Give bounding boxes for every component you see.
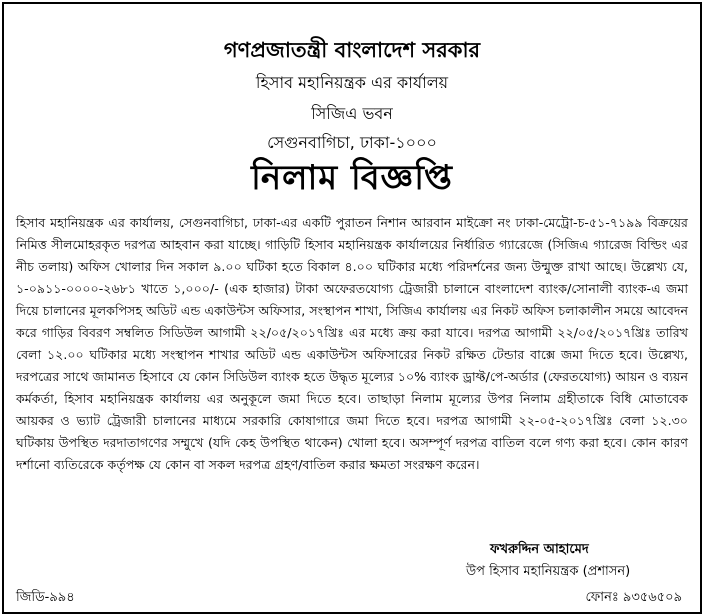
office-address: সেগুনবাগিচা, ঢাকা-১০০০ [267, 133, 437, 152]
signatory-designation: উপ হিসাব মহানিয়ন্ত্রক (প্রশাসন) [466, 564, 631, 579]
auction-notice [2, 2, 702, 614]
signatory-name: ফখরুদ্দিন আহামেদ [490, 542, 589, 557]
notice-body: হিসাব মহানিয়ন্ত্রক এর কার্যালয়, সেগুনবাগিচা, ঢাকা-এর একটি পুরাতন নিশান আরবান মাইক্রো নং ঢাকা-মেট্রো-চ-৫১-৭১৯৯ বিক্রয়ের নিমিত্ত সীলমোহরকৃত দরপত্র আহবান করা যাচ্ছে। গাড়িটি হিসাব মহানিয়ন্ত্রক কার্যালয়ের নির্ধারিত গ্যারেজে (সিজিএ গ্যারেজ বিল্ডিং এর নীচ তলায়) অফিস খোলার দিন সকাল ৯.০০ ঘটিকা হতে বিকাল ৪.০০ ঘটিকার মধ্যে পরিদর্শনের জন্য উন্মুক্ত রাখা আছে। উল্লেখ্য যে, ১-০৯১১-০০০০-২৬৮১ খাতে ১,০০০/- (এক হাজার) টাকা অফেরতযোগ্য ট্রেজারী চালানে বাংলাদেশ ব্যাংক/সোনালী ব্যাংক-এ জমা দিয়ে চালানের মূলকপিসহ অডিট এন্ড একাউন্টস অফিসার, সংস্থাপন শাখা, সিজিএ কার্যালয় এর নিকট অফিস চলাকালীন সময়ে আবেদন করে গাড়ির বিবরণ সম্বলিত সিডিউল আগামী ২২/০৫/২০১৭খ্রিঃ এর মধ্যে ক্রয় করা যাবে। দরপত্র আগামী ২২/০৫/২০১৭খ্রিঃ তারিখ বেলা ১২.০০ ঘটিকার মধ্যে সংস্থাপন শাখার অডিট এন্ড একাউন্টস অফিসারের নিকট রক্ষিত টেন্ডার বাক্সে জমা দিতে হবে। উল্লেখ্য, দরপত্রের সাথে জামানত হিসাবে যে কোন সিডিউল ব্যাংক হতে উদ্ধৃত মূল্যের ১০% ব্যাংক ড্রাফ্ট/পে-অর্ডার (ফেরতযোগ্য) আয়ন ও ব্যয়ন কর্মকর্তা, হিসাব মহানিয়ন্ত্রক কার্যালয় এর অনুকূলে জমা দিতে হবে। তাছাড়া নিলাম মূল্যের উপর নিলাম গ্রহীতাকে বিধি মোতাবেক আয়কর ও ভ্যাট ট্রেজারী চালানের মাধ্যমে সরকারি কোষাগারে জমা দিতে হবে। দরপত্র আগামী ২২-০৫-২০১৭খ্রিঃ বেলা ১২.৩০ ঘটিকায় উপস্থিত দরদাতাগণের সম্মুখে (যদি কেহ উপস্থিত থাকেন) খোলা হবে। অসম্পূর্ণ দরপত্র বাতিল বলে গণ্য করা হবে। কোন কারণ দর্শানো ব্যতিরেকে কর্তৃপক্ষ যে কোন বা সকল দরপত্র গ্রহণ/বাতিল করার ক্ষমতা সংরক্ষণ করেন। [16, 215, 688, 472]
phone-number: ফোনঃ ৯৩৫৬৫০৯ [585, 590, 682, 605]
notice-title: নিলাম বিজ্ঞপ্তি [251, 158, 453, 198]
government-name: গণপ্রজাতন্ত্রী বাংলাদেশ সরকার [223, 38, 481, 62]
building-name: সিজিএ ভবন [311, 104, 393, 123]
reference-number: জিডি-৯৯৪ [16, 590, 75, 605]
office-name: হিসাব মহানিয়ন্ত্রক এর কার্যালয় [255, 73, 449, 92]
